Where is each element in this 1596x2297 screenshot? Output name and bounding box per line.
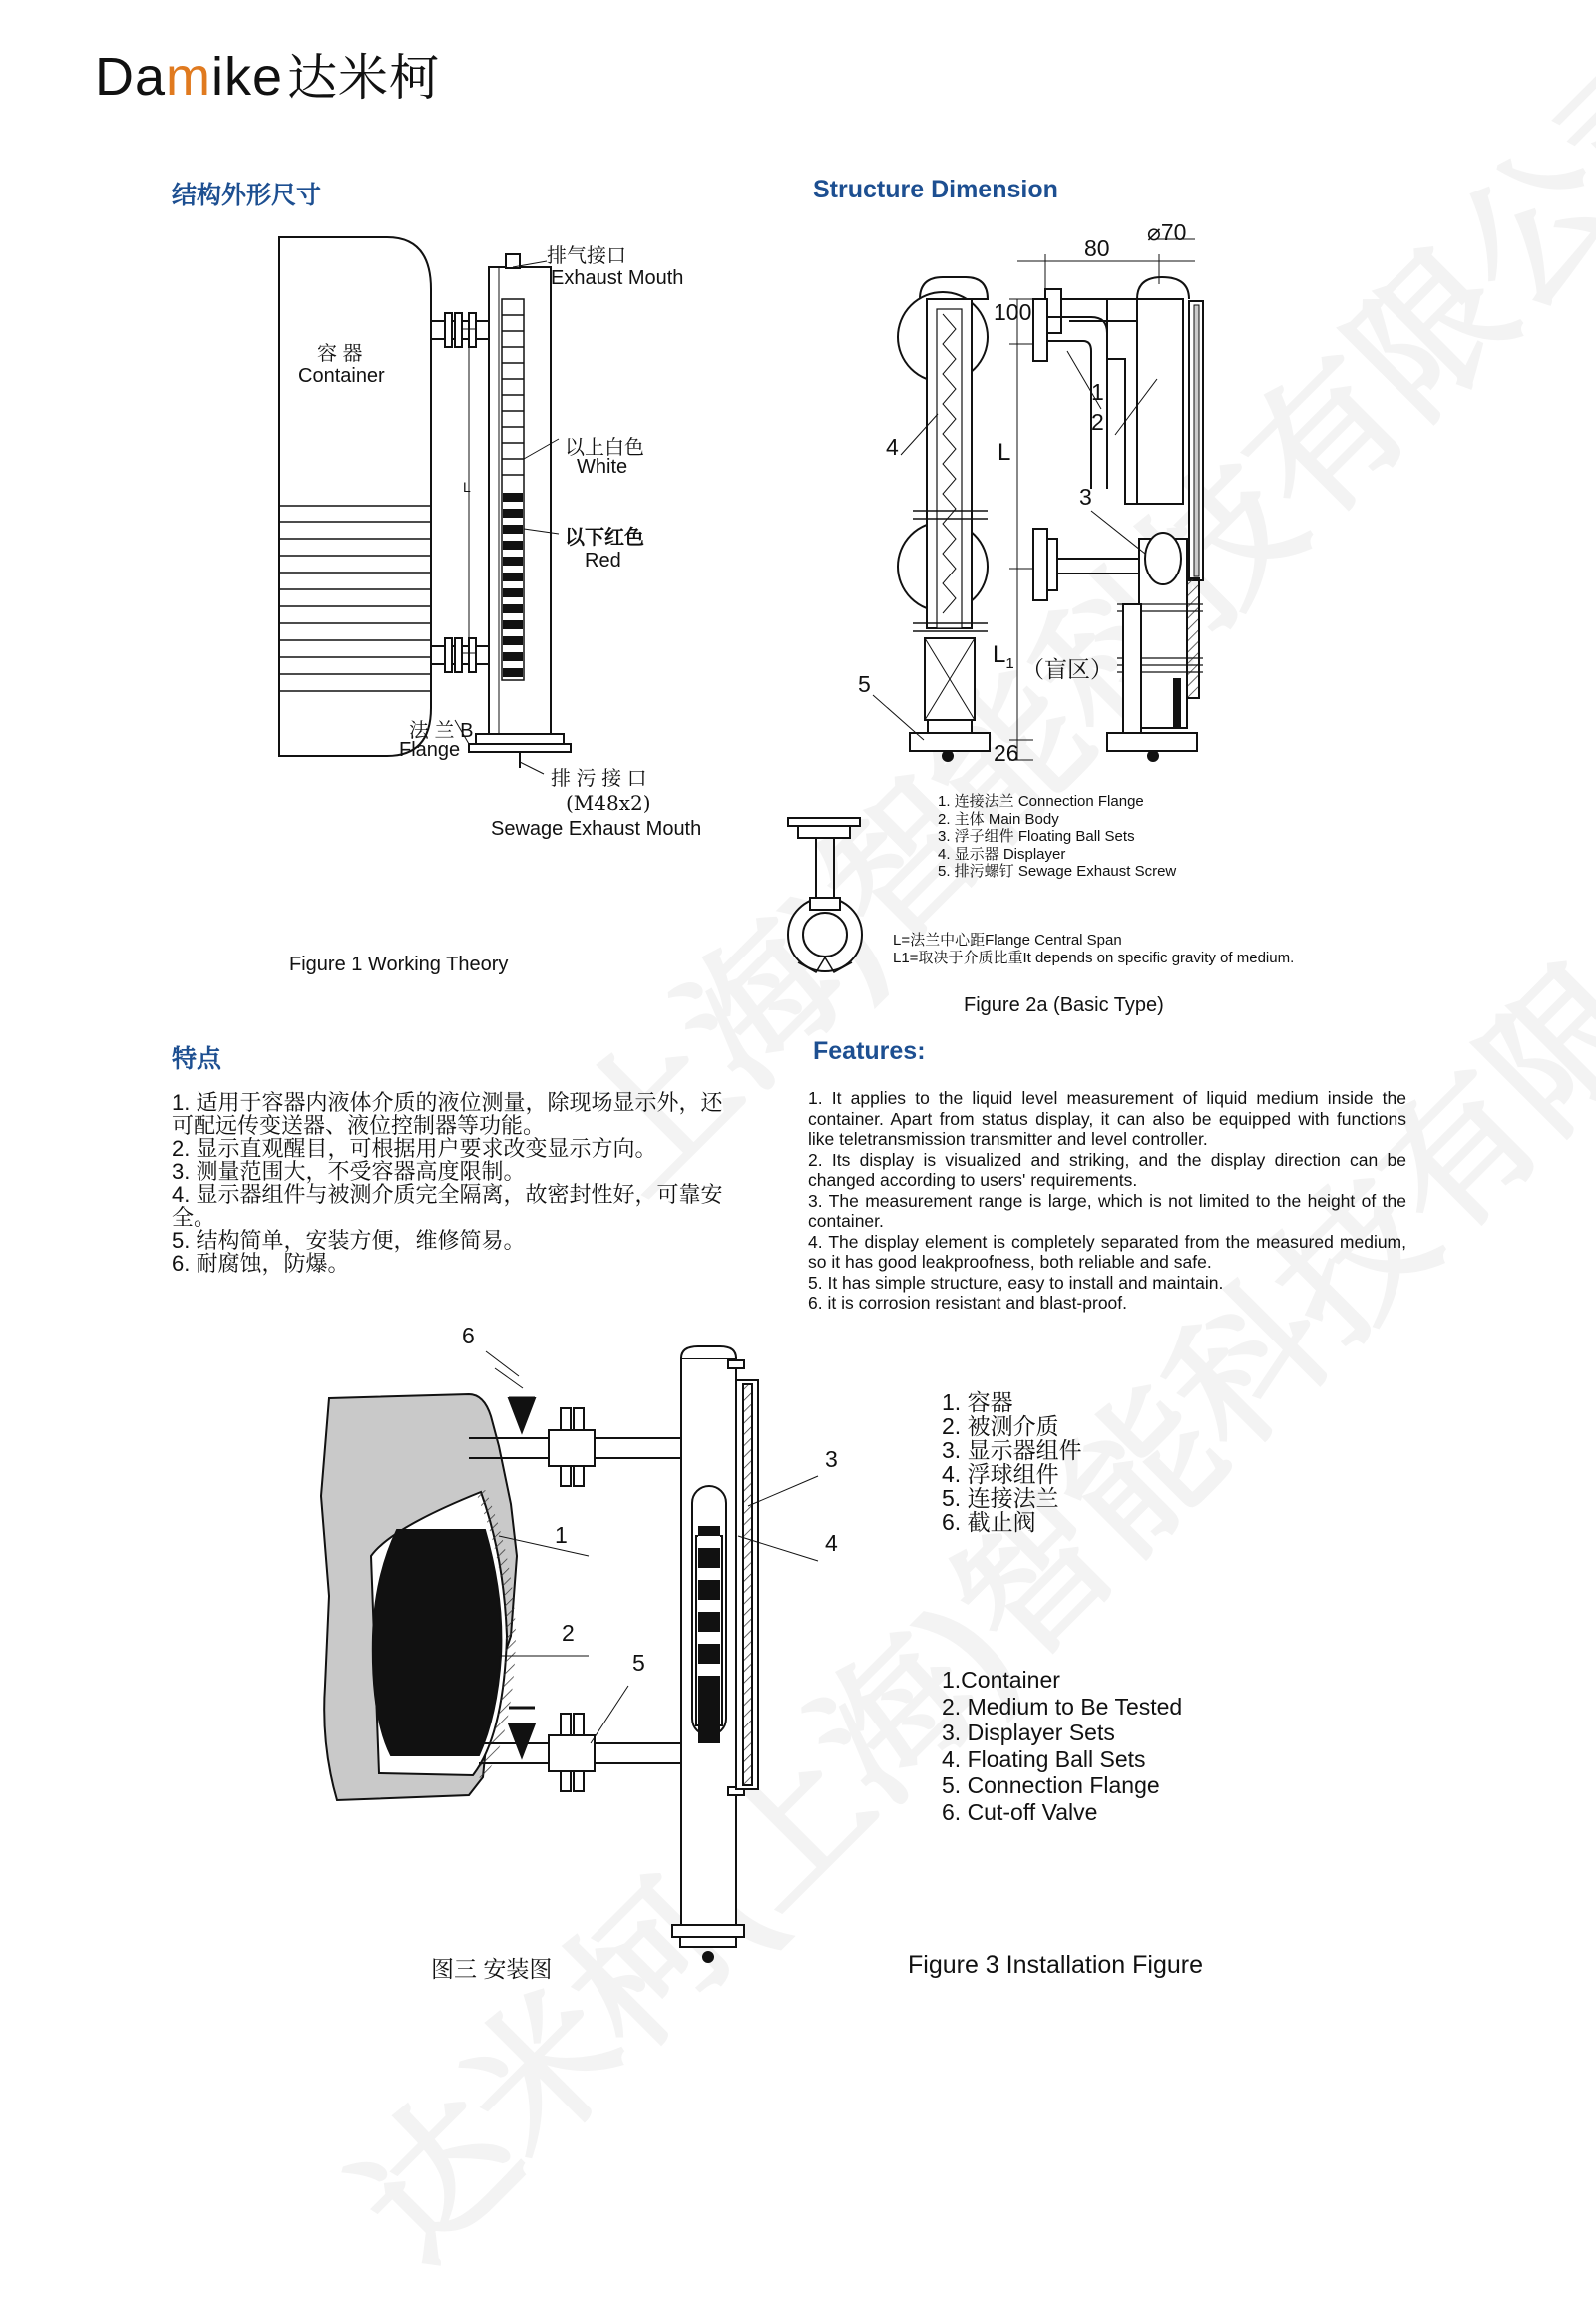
install-item-cn: 4. 浮球组件: [942, 1461, 1059, 1487]
figure3-drawing: [321, 1346, 818, 1962]
install-item-en: 2. Medium to Be Tested: [942, 1693, 1183, 1720]
dim-l1: [993, 641, 1014, 672]
install-list-en: [942, 1667, 1182, 1825]
logo-chinese: 达米柯: [287, 50, 441, 106]
dim-l1-sub: 1: [1005, 654, 1014, 672]
feature-en-item: 6. it is corrosion resistant and blast-proof.: [808, 1293, 1128, 1313]
install-item-cn: 1. 容器: [942, 1389, 1013, 1415]
install-item-en: 6. Cut-off Valve: [942, 1798, 1098, 1825]
install-number-2: 2: [562, 1620, 575, 1646]
feature-cn-item: 2. 显示直观醒目，可根据用户要求改变显示方向。: [172, 1136, 657, 1161]
feature-en-item: 2. Its display is visualized and striking, and the display direction can be changed according to users' requirements.: [808, 1149, 1406, 1190]
features-cn-heading: 特点: [172, 1045, 222, 1073]
features-en-heading: Features:: [813, 1037, 926, 1065]
figure1-dim-l: L: [463, 479, 471, 495]
dim-26: 26: [994, 740, 1019, 766]
logo-text: i: [211, 47, 225, 107]
install-number-5: 5: [632, 1650, 645, 1676]
sewage-label-en: Sewage Exhaust Mouth: [491, 818, 702, 840]
install-item-en: 5. Connection Flange: [942, 1772, 1160, 1798]
figure2-heading: Structure Dimension: [813, 176, 1058, 203]
dim-l: L: [998, 439, 1011, 466]
sewage-label-cn: 排 污 接 口: [551, 768, 647, 790]
features-cn-list: [172, 1091, 740, 1275]
install-item-en: 1.Container: [942, 1667, 1060, 1693]
exhaust-label-cn: 排气接口: [547, 245, 626, 267]
dim-70: ⌀70: [1147, 219, 1187, 245]
dim-l1-main: L: [993, 641, 1006, 668]
legend-item: 1. 连接法兰 Connection Flange: [938, 793, 1144, 810]
install-item-cn: 2. 被测介质: [942, 1413, 1059, 1439]
install-number-6: 6: [462, 1323, 475, 1348]
install-item-cn: 3. 显示器组件: [942, 1437, 1082, 1463]
feature-en-item: 4. The display element is completely separated from the measured medium, so it has good leakproofness, both reliable and safe.: [808, 1231, 1406, 1272]
part-number-2: 2: [1091, 409, 1104, 435]
note-l1: L1=取决于介质比重It depends on specific gravity of medium.: [893, 949, 1295, 966]
part-number-5: 5: [858, 671, 871, 697]
red-label-cn: 以下红色: [565, 527, 644, 549]
legend-item: 5. 排污螺钉 Sewage Exhaust Screw: [938, 863, 1177, 880]
figure1-caption: Figure 1 Working Theory: [289, 954, 509, 975]
logo-text: m: [166, 47, 212, 107]
figure2-legend: [938, 793, 1176, 881]
feature-en-item: 3. The measurement range is large, which is not limited to the height of the container.: [808, 1190, 1406, 1231]
flange-label-en: Flange: [399, 739, 461, 761]
dim-80: 80: [1084, 235, 1110, 261]
figure1-drawing: [279, 237, 571, 774]
container-label-cn: 容 器: [317, 343, 363, 365]
features-en-list: [808, 1088, 1406, 1314]
legend-item: 2. 主体 Main Body: [938, 810, 1059, 828]
install-number-4: 4: [825, 1530, 838, 1556]
logo-text: Da: [95, 47, 167, 107]
feature-cn-item: 1. 适用于容器内液体介质的液位测量，除现场显示外，还可配远传变送器、液位控制器等功能。: [172, 1090, 723, 1138]
figure2-caption: Figure 2a (Basic Type): [964, 994, 1164, 1016]
install-number-1: 1: [555, 1522, 568, 1548]
legend-item: 3. 浮子组件 Floating Ball Sets: [938, 828, 1135, 845]
feature-cn-item: 5. 结构简单，安装方便，维修简易。: [172, 1228, 526, 1253]
white-label-en: White: [577, 456, 628, 478]
feature-en-item: 1. It applies to the liquid level measurement of liquid medium inside the container. Apart from status display, it can also be equipped with functions like teletransmission transmitter and level controller.: [808, 1088, 1406, 1149]
dim-100: 100: [994, 299, 1032, 325]
part-number-4: 4: [886, 434, 899, 460]
legend-item: 4. 显示器 Displayer: [938, 845, 1066, 863]
install-item-cn: 5. 连接法兰: [942, 1485, 1059, 1511]
figure3-caption-en: Figure 3 Installation Figure: [908, 1951, 1203, 1979]
feature-cn-item: 3. 测量范围大，不受容器高度限制。: [172, 1159, 526, 1184]
part-number-3: 3: [1079, 484, 1092, 510]
exhaust-label-en: Exhaust Mouth: [551, 267, 684, 289]
feature-cn-item: 4. 显示器组件与被测介质完全隔离，故密封性好，可靠安全。: [172, 1182, 723, 1230]
blind-zone-label: （盲区）: [1021, 656, 1113, 682]
white-label-cn: 以上白色: [565, 437, 644, 459]
flange-label-cn: 法 兰 B: [409, 720, 474, 742]
install-item-cn: 6. 截止阀: [942, 1509, 1036, 1535]
sewage-size: (M48x2): [566, 791, 651, 815]
feature-en-item: 5. It has simple structure, easy to install and maintain.: [808, 1272, 1224, 1293]
install-number-3: 3: [825, 1446, 838, 1472]
install-item-en: 3. Displayer Sets: [942, 1720, 1115, 1745]
logo-text: ke: [224, 47, 284, 107]
red-label-en: Red: [585, 550, 621, 572]
figure3-caption-cn: 图三 安装图: [431, 1956, 553, 1982]
figure2-notes: [893, 932, 1294, 966]
part-number-1: 1: [1091, 379, 1104, 405]
feature-cn-item: 6. 耐腐蚀，防爆。: [172, 1251, 350, 1276]
install-list-cn: [942, 1390, 1082, 1534]
note-flange-span: L=法兰中心距Flange Central Span: [893, 932, 1122, 949]
container-label-en: Container: [298, 365, 385, 387]
figure1-heading: 结构外形尺寸: [172, 182, 322, 209]
install-item-en: 4. Floating Ball Sets: [942, 1745, 1146, 1772]
